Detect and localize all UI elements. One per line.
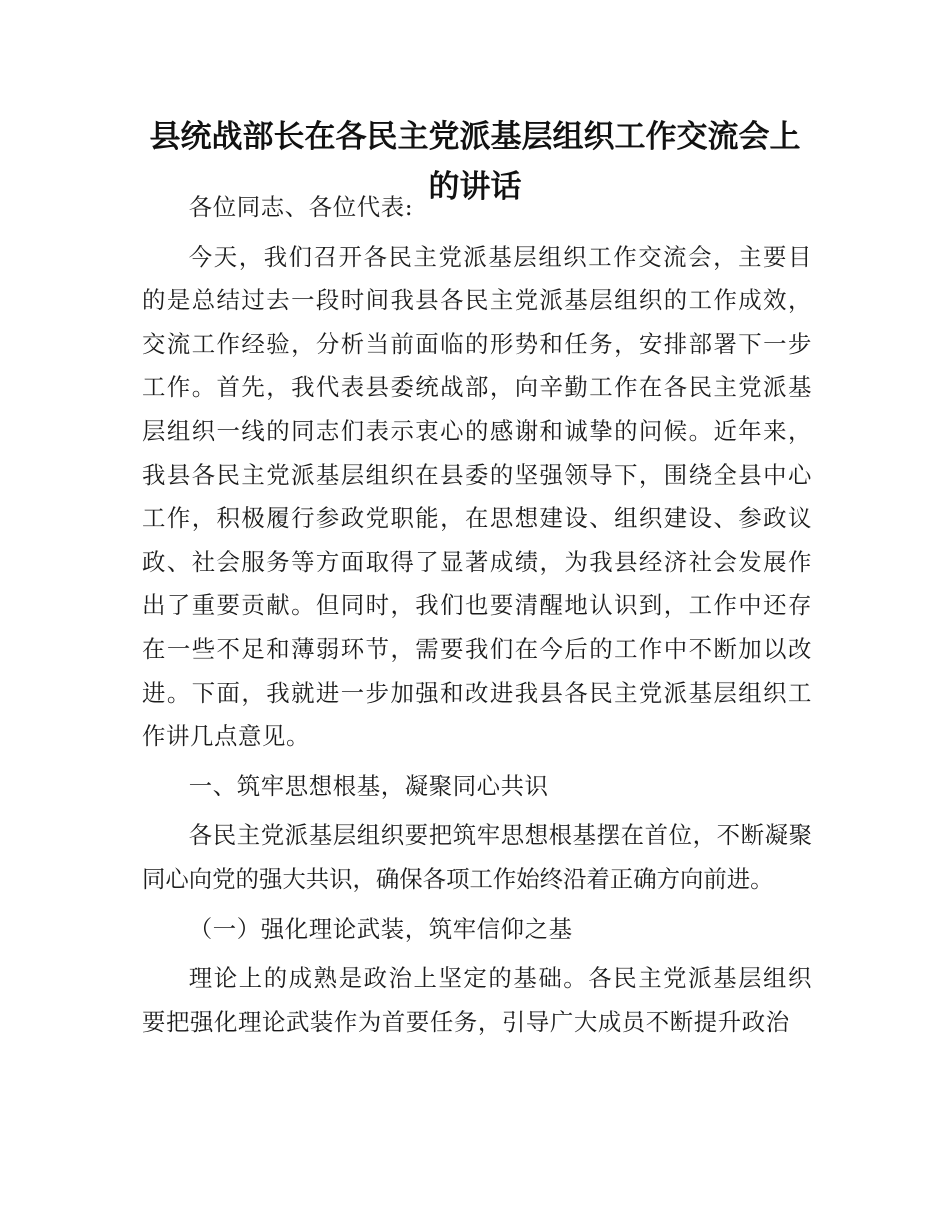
section-heading: 一、筑牢思想根基，凝聚同心共识 (188, 771, 549, 800)
document-title: 县统战部长在各民主党派基层组织工作交流会上的讲话 (149, 119, 801, 205)
document-body (142, 186, 812, 1050)
body-paragraph: 各民主党派基层组织要把筑牢思想根基摆在首位，不断凝聚同心向党的强大共识，确保各项工作始终沿着正确方向前进。 (142, 821, 812, 893)
body-paragraph: 理论上的成熟是政治上坚定的基础。各民主党派基层组织要把强化理论武装作为首要任务，引导广大成员不断提升政治 (142, 964, 812, 1036)
body-paragraph: 今天，我们召开各民主党派基层组织工作交流会，主要目的是总结过去一段时间我县各民主党派基层组织的工作成效，交流工作经验，分析当前面临的形势和任务，安排部署下一步工作。首先，我代表县委统战部，向辛勤工作在各民主党派基层组织一线的同志们表示衷心的感谢和诚挚的问候。近年来，我县各民主党派基层组织在县委的坚强领导下，围绕全县中心工作，积极履行参政党职能，在思想建设、组织建设、参政议政、社会服务等方面取得了显著成绩，为我县经济社会发展作出了重要贡献。但同时，我们也要清醒地认识到，工作中还存在一些不足和薄弱环节，需要我们在今后的工作中不断加以改进。下面，我就进一步加强和改进我县各民主党派基层组织工作讲几点意见。 (142, 242, 812, 751)
subsection-heading: （一）强化理论武装，筑牢信仰之基 (188, 914, 573, 943)
salutation: 各位同志、各位代表: (188, 193, 414, 221)
